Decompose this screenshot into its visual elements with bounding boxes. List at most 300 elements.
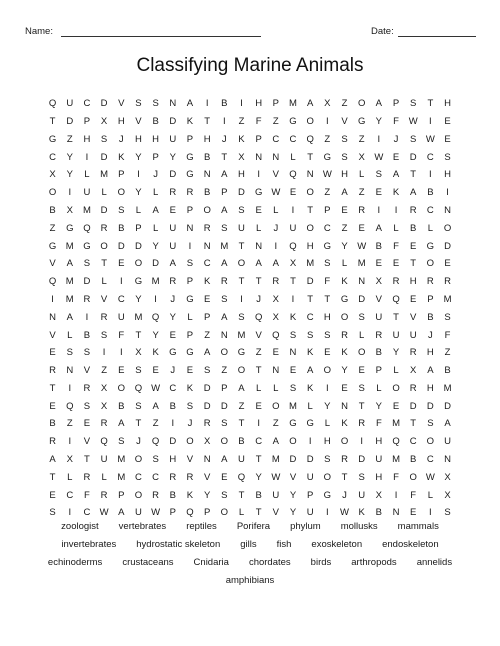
grid-letter[interactable]: U bbox=[238, 222, 245, 234]
grid-letter[interactable]: E bbox=[392, 151, 400, 163]
grid-letter[interactable]: L bbox=[359, 329, 365, 341]
grid-letter[interactable]: S bbox=[100, 329, 108, 341]
grid-letter[interactable]: P bbox=[203, 507, 211, 519]
grid-letter[interactable]: C bbox=[152, 471, 160, 483]
grid-letter[interactable]: Y bbox=[375, 115, 383, 127]
grid-letter[interactable]: Z bbox=[66, 418, 73, 430]
grid-letter[interactable]: R bbox=[169, 187, 177, 199]
grid-letter[interactable]: J bbox=[170, 365, 176, 377]
grid-letter[interactable]: W bbox=[151, 507, 161, 519]
grid-letter[interactable]: G bbox=[340, 293, 349, 305]
grid-letter[interactable]: I bbox=[85, 151, 89, 163]
grid-letter[interactable]: T bbox=[307, 151, 314, 163]
grid-letter[interactable]: T bbox=[101, 258, 107, 270]
grid-letter[interactable]: M bbox=[65, 293, 74, 305]
grid-letter[interactable]: M bbox=[237, 329, 246, 341]
grid-letter[interactable]: B bbox=[375, 347, 383, 359]
grid-letter[interactable]: E bbox=[221, 471, 228, 483]
grid-letter[interactable]: S bbox=[358, 382, 365, 394]
grid-letter[interactable]: V bbox=[272, 169, 279, 181]
grid-letter[interactable]: S bbox=[66, 347, 73, 359]
grid-letter[interactable]: E bbox=[118, 258, 125, 270]
grid-letter[interactable]: N bbox=[444, 454, 451, 466]
grid-letter[interactable]: E bbox=[272, 347, 279, 359]
grid-letter[interactable]: G bbox=[134, 276, 143, 288]
grid-letter[interactable]: I bbox=[222, 115, 226, 127]
grid-letter[interactable]: V bbox=[410, 311, 417, 323]
grid-letter[interactable]: Z bbox=[358, 187, 365, 199]
grid-letter[interactable]: H bbox=[444, 98, 451, 110]
grid-letter[interactable]: H bbox=[426, 347, 434, 359]
grid-letter[interactable]: K bbox=[186, 489, 194, 501]
grid-letter[interactable]: Z bbox=[238, 115, 245, 127]
grid-letter[interactable]: L bbox=[152, 222, 159, 234]
grid-letter[interactable]: H bbox=[238, 169, 245, 181]
grid-letter[interactable]: D bbox=[444, 240, 451, 252]
grid-letter[interactable]: C bbox=[426, 454, 434, 466]
grid-letter[interactable]: G bbox=[306, 418, 314, 430]
grid-letter[interactable]: Z bbox=[255, 347, 262, 359]
grid-letter[interactable]: J bbox=[153, 169, 158, 181]
grid-letter[interactable]: G bbox=[237, 347, 246, 359]
grid-letter[interactable]: Y bbox=[341, 365, 348, 377]
grid-letter[interactable]: Q bbox=[48, 98, 57, 110]
grid-letter[interactable]: O bbox=[100, 240, 108, 252]
grid-letter[interactable]: D bbox=[169, 169, 177, 181]
grid-letter[interactable]: L bbox=[101, 187, 107, 199]
grid-letter[interactable]: E bbox=[341, 204, 348, 216]
grid-letter[interactable]: I bbox=[257, 418, 260, 430]
grid-letter[interactable]: O bbox=[272, 400, 280, 412]
grid-letter[interactable]: S bbox=[289, 382, 297, 394]
grid-letter[interactable]: F bbox=[324, 276, 331, 288]
grid-letter[interactable]: P bbox=[186, 204, 194, 216]
grid-letter[interactable]: G bbox=[323, 240, 332, 252]
grid-letter[interactable]: Z bbox=[221, 365, 228, 377]
grid-letter[interactable]: H bbox=[169, 454, 177, 466]
grid-letter[interactable]: R bbox=[49, 436, 57, 448]
grid-letter[interactable]: D bbox=[238, 187, 245, 199]
grid-letter[interactable]: B bbox=[410, 222, 417, 234]
grid-letter[interactable]: O bbox=[220, 507, 228, 519]
grid-letter[interactable]: X bbox=[203, 436, 211, 448]
grid-letter[interactable]: Y bbox=[255, 471, 262, 483]
grid-letter[interactable]: I bbox=[394, 489, 398, 501]
grid-letter[interactable]: U bbox=[375, 454, 383, 466]
grid-letter[interactable]: A bbox=[221, 169, 228, 181]
grid-letter[interactable]: H bbox=[306, 240, 314, 252]
grid-letter[interactable]: I bbox=[188, 240, 192, 252]
grid-letter[interactable]: G bbox=[323, 489, 332, 501]
grid-letter[interactable]: L bbox=[101, 276, 107, 288]
grid-letter[interactable]: S bbox=[341, 151, 348, 163]
grid-letter[interactable]: N bbox=[272, 365, 280, 377]
grid-letter[interactable]: K bbox=[203, 276, 211, 288]
grid-letter[interactable]: Y bbox=[152, 329, 159, 341]
grid-letter[interactable]: I bbox=[68, 382, 72, 394]
grid-letter[interactable]: R bbox=[409, 204, 417, 216]
grid-letter[interactable]: T bbox=[238, 418, 245, 430]
grid-letter[interactable]: E bbox=[444, 258, 451, 270]
grid-letter[interactable]: V bbox=[341, 115, 348, 127]
grid-letter[interactable]: S bbox=[444, 507, 451, 519]
grid-letter[interactable]: E bbox=[118, 365, 125, 377]
grid-letter[interactable]: U bbox=[272, 489, 280, 501]
grid-letter[interactable]: N bbox=[203, 240, 211, 252]
grid-letter[interactable]: A bbox=[238, 382, 245, 394]
grid-letter[interactable]: Y bbox=[66, 151, 73, 163]
grid-letter[interactable]: Q bbox=[237, 471, 246, 483]
grid-letter[interactable]: C bbox=[83, 98, 91, 110]
grid-letter[interactable]: E bbox=[324, 347, 331, 359]
grid-letter[interactable]: J bbox=[170, 293, 176, 305]
grid-letter[interactable]: I bbox=[102, 347, 106, 359]
grid-letter[interactable]: W bbox=[322, 169, 332, 181]
grid-letter[interactable]: T bbox=[238, 240, 245, 252]
grid-letter[interactable]: S bbox=[238, 311, 245, 323]
grid-letter[interactable]: L bbox=[324, 418, 330, 430]
grid-letter[interactable]: X bbox=[375, 276, 383, 288]
grid-letter[interactable]: G bbox=[186, 293, 194, 305]
grid-letter[interactable]: P bbox=[135, 222, 142, 234]
grid-letter[interactable]: D bbox=[100, 98, 108, 110]
grid-letter[interactable]: L bbox=[273, 204, 279, 216]
grid-letter[interactable]: O bbox=[117, 382, 125, 394]
grid-letter[interactable]: M bbox=[392, 418, 400, 430]
grid-letter[interactable]: L bbox=[341, 258, 348, 270]
grid-letter[interactable]: L bbox=[256, 222, 262, 234]
grid-letter[interactable]: L bbox=[359, 169, 365, 181]
grid-letter[interactable]: M bbox=[151, 276, 160, 288]
grid-letter[interactable]: F bbox=[393, 471, 399, 483]
grid-letter[interactable]: E bbox=[83, 418, 91, 430]
grid-letter[interactable]: Q bbox=[151, 311, 160, 323]
grid-letter[interactable]: S bbox=[238, 204, 245, 216]
grid-letter[interactable]: O bbox=[134, 258, 143, 270]
grid-letter[interactable]: E bbox=[49, 400, 56, 412]
grid-letter[interactable]: B bbox=[410, 454, 417, 466]
grid-letter[interactable]: H bbox=[444, 169, 451, 181]
grid-letter[interactable]: Y bbox=[66, 169, 73, 181]
grid-letter[interactable]: I bbox=[137, 169, 140, 181]
grid-letter[interactable]: X bbox=[375, 489, 383, 501]
grid-letter[interactable]: Q bbox=[289, 240, 297, 252]
grid-letter[interactable]: Z bbox=[444, 347, 451, 359]
grid-letter[interactable]: Z bbox=[341, 98, 348, 110]
grid-letter[interactable]: W bbox=[271, 187, 281, 199]
grid-letter[interactable]: I bbox=[68, 187, 72, 199]
name-field[interactable] bbox=[61, 36, 261, 37]
grid-letter[interactable]: D bbox=[83, 276, 91, 288]
grid-letter[interactable]: W bbox=[357, 240, 367, 252]
grid-letter[interactable]: R bbox=[444, 276, 451, 288]
grid-letter[interactable]: E bbox=[289, 187, 297, 199]
grid-letter[interactable]: U bbox=[169, 133, 177, 145]
grid-letter[interactable]: O bbox=[186, 436, 194, 448]
grid-letter[interactable]: I bbox=[171, 418, 175, 430]
grid-letter[interactable]: A bbox=[341, 187, 348, 199]
grid-letter[interactable]: D bbox=[100, 204, 108, 216]
grid-letter[interactable]: P bbox=[203, 311, 211, 323]
grid-letter[interactable]: G bbox=[186, 347, 194, 359]
grid-letter[interactable]: M bbox=[443, 382, 452, 394]
grid-letter[interactable]: B bbox=[375, 507, 383, 519]
grid-letter[interactable]: S bbox=[324, 258, 331, 270]
grid-letter[interactable]: D bbox=[289, 454, 297, 466]
grid-letter[interactable]: T bbox=[204, 115, 211, 127]
grid-letter[interactable]: T bbox=[84, 454, 90, 466]
grid-letter[interactable]: N bbox=[203, 169, 211, 181]
grid-letter[interactable]: C bbox=[306, 311, 314, 323]
grid-letter[interactable]: J bbox=[273, 222, 279, 234]
grid-letter[interactable]: A bbox=[169, 258, 176, 270]
grid-letter[interactable]: S bbox=[289, 329, 297, 341]
grid-letter[interactable]: T bbox=[307, 293, 314, 305]
grid-letter[interactable]: N bbox=[272, 151, 280, 163]
grid-letter[interactable]: N bbox=[49, 311, 57, 323]
grid-letter[interactable]: L bbox=[376, 382, 382, 394]
grid-letter[interactable]: M bbox=[289, 98, 297, 110]
grid-letter[interactable]: B bbox=[83, 329, 91, 341]
grid-letter[interactable]: D bbox=[409, 400, 417, 412]
grid-letter[interactable]: T bbox=[324, 293, 331, 305]
grid-letter[interactable]: U bbox=[306, 471, 314, 483]
grid-letter[interactable]: Z bbox=[324, 187, 331, 199]
grid-letter[interactable]: C bbox=[135, 471, 142, 483]
grid-letter[interactable]: H bbox=[409, 276, 417, 288]
grid-letter[interactable]: U bbox=[169, 222, 177, 234]
grid-letter[interactable]: G bbox=[289, 418, 297, 430]
grid-letter[interactable]: U bbox=[238, 454, 245, 466]
grid-letter[interactable]: O bbox=[203, 204, 211, 216]
grid-letter[interactable]: T bbox=[49, 115, 56, 127]
grid-letter[interactable]: G bbox=[289, 115, 297, 127]
grid-letter[interactable]: E bbox=[444, 133, 451, 145]
grid-letter[interactable]: S bbox=[221, 222, 228, 234]
grid-letter[interactable]: X bbox=[100, 382, 108, 394]
grid-letter[interactable]: E bbox=[410, 507, 417, 519]
grid-letter[interactable]: H bbox=[117, 115, 125, 127]
grid-letter[interactable]: E bbox=[410, 293, 417, 305]
grid-letter[interactable]: D bbox=[203, 400, 211, 412]
grid-letter[interactable]: F bbox=[84, 489, 90, 501]
grid-letter[interactable]: N bbox=[289, 347, 297, 359]
grid-letter[interactable]: D bbox=[152, 258, 160, 270]
grid-letter[interactable]: B bbox=[238, 436, 245, 448]
grid-letter[interactable]: F bbox=[393, 115, 399, 127]
grid-letter[interactable]: G bbox=[48, 240, 57, 252]
grid-letter[interactable]: Y bbox=[135, 293, 142, 305]
grid-letter[interactable]: O bbox=[443, 222, 452, 234]
grid-letter[interactable]: A bbox=[49, 454, 56, 466]
grid-letter[interactable]: X bbox=[135, 347, 142, 359]
grid-letter[interactable]: Q bbox=[48, 276, 57, 288]
grid-letter[interactable]: W bbox=[151, 382, 161, 394]
grid-letter[interactable]: B bbox=[203, 151, 211, 163]
grid-letter[interactable]: H bbox=[426, 382, 434, 394]
grid-letter[interactable]: T bbox=[410, 258, 417, 270]
grid-letter[interactable]: P bbox=[186, 276, 194, 288]
grid-letter[interactable]: T bbox=[427, 98, 434, 110]
grid-letter[interactable]: I bbox=[429, 169, 432, 181]
grid-letter[interactable]: O bbox=[357, 98, 366, 110]
grid-letter[interactable]: I bbox=[326, 382, 329, 394]
grid-letter[interactable]: G bbox=[357, 115, 366, 127]
grid-letter[interactable]: D bbox=[135, 240, 142, 252]
grid-letter[interactable]: X bbox=[66, 454, 73, 466]
grid-letter[interactable]: P bbox=[427, 293, 434, 305]
grid-letter[interactable]: I bbox=[85, 311, 89, 323]
grid-letter[interactable]: Y bbox=[375, 400, 383, 412]
grid-letter[interactable]: B bbox=[49, 418, 56, 430]
grid-letter[interactable]: S bbox=[324, 329, 331, 341]
grid-letter[interactable]: G bbox=[83, 240, 91, 252]
grid-letter[interactable]: Y bbox=[392, 347, 400, 359]
grid-letter[interactable]: N bbox=[306, 169, 314, 181]
grid-letter[interactable]: E bbox=[358, 365, 365, 377]
grid-letter[interactable]: O bbox=[220, 436, 228, 448]
grid-letter[interactable]: D bbox=[169, 115, 177, 127]
grid-letter[interactable]: J bbox=[256, 293, 262, 305]
grid-letter[interactable]: N bbox=[392, 507, 400, 519]
grid-letter[interactable]: F bbox=[393, 240, 399, 252]
grid-letter[interactable]: R bbox=[83, 293, 91, 305]
grid-letter[interactable]: U bbox=[358, 489, 366, 501]
grid-letter[interactable]: O bbox=[289, 436, 297, 448]
grid-letter[interactable]: I bbox=[240, 293, 243, 305]
grid-letter[interactable]: D bbox=[358, 293, 366, 305]
grid-letter[interactable]: I bbox=[68, 507, 72, 519]
grid-letter[interactable]: O bbox=[134, 489, 143, 501]
grid-letter[interactable]: L bbox=[187, 311, 193, 323]
grid-letter[interactable]: R bbox=[409, 382, 417, 394]
grid-letter[interactable]: T bbox=[290, 276, 296, 288]
grid-letter[interactable]: P bbox=[375, 365, 383, 377]
grid-letter[interactable]: H bbox=[375, 471, 383, 483]
grid-letter[interactable]: Y bbox=[324, 400, 331, 412]
grid-letter[interactable]: A bbox=[375, 98, 383, 110]
grid-letter[interactable]: E bbox=[186, 365, 194, 377]
grid-letter[interactable]: E bbox=[255, 400, 262, 412]
grid-letter[interactable]: G bbox=[186, 169, 194, 181]
grid-letter[interactable]: P bbox=[118, 169, 125, 181]
grid-letter[interactable]: U bbox=[289, 222, 297, 234]
grid-letter[interactable]: H bbox=[323, 311, 331, 323]
grid-letter[interactable]: U bbox=[306, 507, 314, 519]
grid-letter[interactable]: Z bbox=[272, 418, 279, 430]
grid-letter[interactable]: S bbox=[83, 347, 91, 359]
grid-letter[interactable]: R bbox=[186, 471, 194, 483]
grid-letter[interactable]: W bbox=[408, 115, 418, 127]
grid-letter[interactable]: B bbox=[427, 187, 434, 199]
grid-letter[interactable]: S bbox=[135, 400, 142, 412]
grid-letter[interactable]: K bbox=[289, 311, 297, 323]
grid-letter[interactable]: D bbox=[100, 151, 108, 163]
grid-letter[interactable]: I bbox=[326, 507, 329, 519]
grid-letter[interactable]: E bbox=[341, 382, 348, 394]
grid-letter[interactable]: M bbox=[392, 454, 400, 466]
grid-letter[interactable]: E bbox=[169, 329, 176, 341]
grid-letter[interactable]: M bbox=[443, 293, 452, 305]
grid-letter[interactable]: X bbox=[289, 258, 297, 270]
grid-letter[interactable]: C bbox=[169, 382, 177, 394]
grid-letter[interactable]: L bbox=[84, 169, 90, 181]
grid-letter[interactable]: L bbox=[393, 222, 399, 234]
grid-letter[interactable]: S bbox=[444, 311, 451, 323]
grid-letter[interactable]: X bbox=[272, 293, 279, 305]
grid-letter[interactable]: Y bbox=[169, 151, 176, 163]
grid-letter[interactable]: R bbox=[220, 276, 228, 288]
grid-letter[interactable]: W bbox=[374, 151, 384, 163]
grid-letter[interactable]: S bbox=[324, 454, 331, 466]
grid-letter[interactable]: I bbox=[119, 276, 123, 288]
grid-letter[interactable]: C bbox=[49, 151, 57, 163]
grid-letter[interactable]: B bbox=[427, 311, 434, 323]
grid-letter[interactable]: E bbox=[392, 258, 400, 270]
grid-letter[interactable]: R bbox=[83, 382, 91, 394]
grid-letter[interactable]: F bbox=[118, 329, 125, 341]
grid-letter[interactable]: C bbox=[426, 151, 434, 163]
grid-letter[interactable]: U bbox=[392, 329, 400, 341]
grid-letter[interactable]: M bbox=[134, 311, 143, 323]
grid-letter[interactable]: V bbox=[100, 293, 108, 305]
grid-letter[interactable]: T bbox=[255, 454, 262, 466]
grid-letter[interactable]: H bbox=[83, 133, 91, 145]
grid-letter[interactable]: V bbox=[289, 471, 297, 483]
grid-letter[interactable]: H bbox=[203, 133, 211, 145]
grid-letter[interactable]: A bbox=[272, 436, 279, 448]
grid-letter[interactable]: I bbox=[326, 115, 329, 127]
grid-letter[interactable]: I bbox=[429, 115, 432, 127]
grid-letter[interactable]: L bbox=[67, 471, 73, 483]
grid-letter[interactable]: D bbox=[306, 276, 314, 288]
grid-letter[interactable]: A bbox=[186, 98, 194, 110]
grid-letter[interactable]: P bbox=[169, 507, 176, 519]
grid-letter[interactable]: T bbox=[341, 471, 348, 483]
grid-letter[interactable]: E bbox=[289, 365, 297, 377]
grid-letter[interactable]: R bbox=[375, 329, 383, 341]
grid-letter[interactable]: T bbox=[255, 365, 262, 377]
grid-letter[interactable]: S bbox=[203, 365, 211, 377]
grid-letter[interactable]: T bbox=[255, 276, 262, 288]
grid-letter[interactable]: C bbox=[117, 293, 125, 305]
grid-letter[interactable]: S bbox=[221, 293, 228, 305]
grid-letter[interactable]: F bbox=[444, 329, 451, 341]
grid-letter[interactable]: O bbox=[237, 258, 246, 270]
grid-letter[interactable]: K bbox=[186, 382, 194, 394]
grid-letter[interactable]: Q bbox=[289, 169, 297, 181]
grid-letter[interactable]: M bbox=[220, 240, 229, 252]
grid-letter[interactable]: K bbox=[238, 133, 245, 145]
grid-letter[interactable]: I bbox=[154, 293, 157, 305]
grid-letter[interactable]: O bbox=[340, 311, 349, 323]
grid-letter[interactable]: S bbox=[375, 169, 383, 181]
grid-letter[interactable]: L bbox=[427, 222, 434, 234]
grid-letter[interactable]: L bbox=[273, 382, 279, 394]
grid-letter[interactable]: R bbox=[203, 418, 211, 430]
grid-letter[interactable]: I bbox=[446, 187, 449, 199]
grid-letter[interactable]: A bbox=[392, 169, 400, 181]
grid-letter[interactable]: O bbox=[426, 258, 435, 270]
grid-letter[interactable]: M bbox=[65, 240, 74, 252]
grid-letter[interactable]: K bbox=[186, 115, 194, 127]
grid-letter[interactable]: K bbox=[341, 418, 348, 430]
grid-letter[interactable]: C bbox=[409, 436, 417, 448]
grid-letter[interactable]: N bbox=[203, 454, 211, 466]
grid-letter[interactable]: P bbox=[118, 489, 125, 501]
grid-letter[interactable]: Z bbox=[358, 133, 365, 145]
grid-letter[interactable]: I bbox=[308, 436, 312, 448]
